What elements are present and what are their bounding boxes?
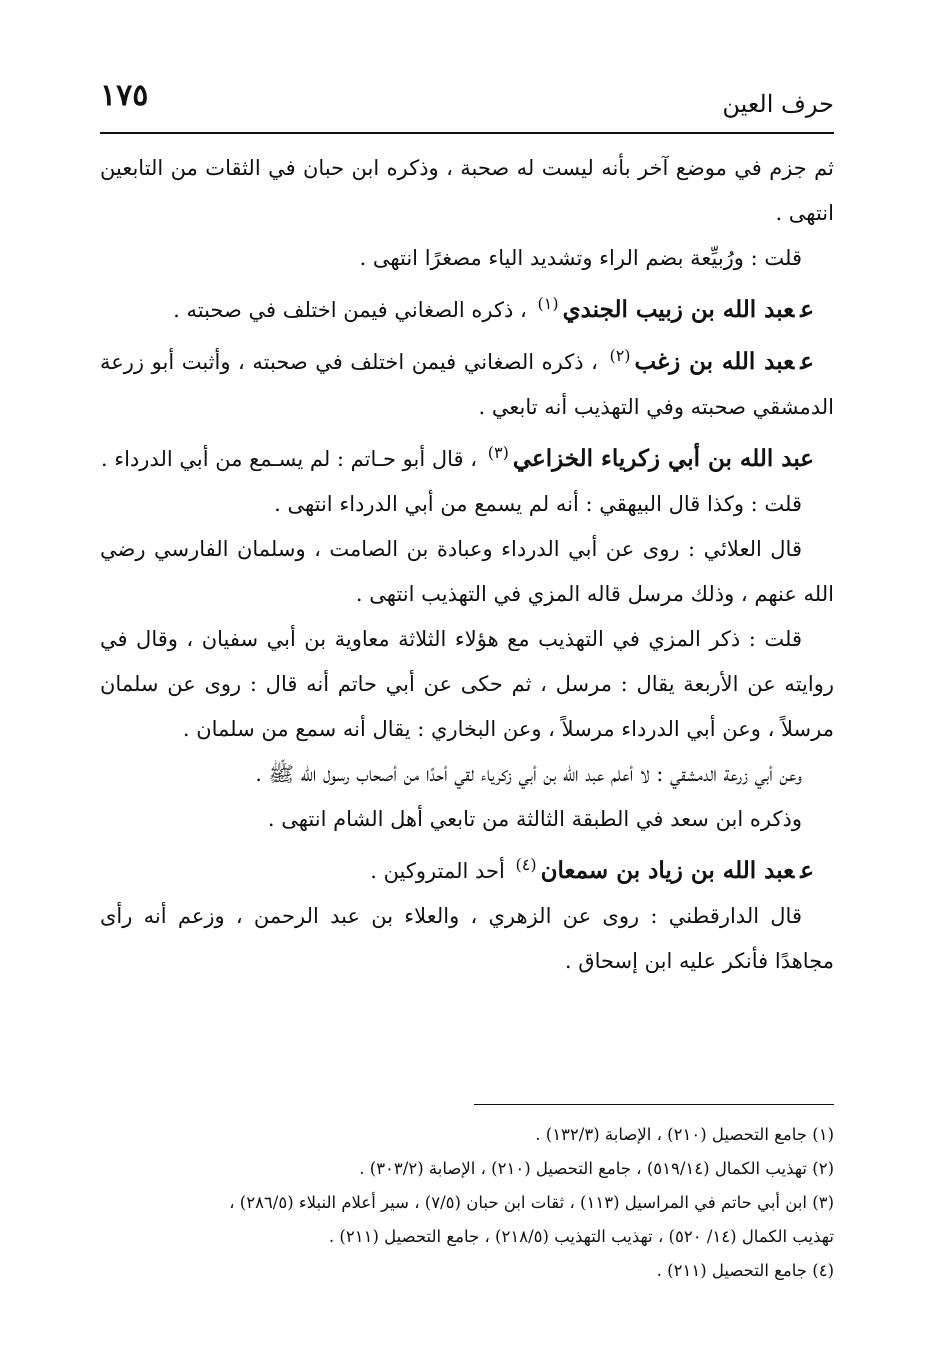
paragraph-4: قال العلائي : روى عن أبي الدرداء وعبادة بن الصامت ، وسلمان الفارسي رضي الله عنهم ، وذلك مرسل قاله المزي في التهذيب انتهى .: [100, 537, 834, 606]
entry-1: [100, 281, 834, 333]
main-text: [100, 146, 834, 984]
paragraph-5: قلت : ذكر المزي في التهذيب مع هؤلاء الثلاثة معاوية بن أبي سفيان ، وقال في روايته عن الأربعة يقال : مرسل ، ثم حكى عن أبي حاتم أنه قال : روى عن سلمان مرسلاً ، وعن أبي الدرداء مرسلاً ، وعن البخاري : يقال أنه سمع من سلمان .: [100, 627, 834, 741]
entry-2-name: عبد الله بن زغب: [634, 348, 795, 375]
footnote-2: (٢) تهذيب الكمال (٥١٩/١٤) ، جامع التحصيل (٢١٠) ، الإصابة (٣٠٣/٢) .: [359, 1159, 834, 1178]
entry-3: [100, 430, 834, 482]
entry-4-text: أحد المتروكين .: [370, 859, 505, 883]
footnotes: [100, 1118, 834, 1288]
entry-4-marker: ع: [800, 857, 814, 884]
page-number: ١٧٥: [100, 78, 149, 113]
entry-3-name: عبد الله بن أبي زكرياء الخزاعي: [512, 445, 814, 472]
paragraph-2: قلت : ورُبيِّعة بضم الراء وتشديد الياء مصغرًا انتهى .: [359, 246, 802, 270]
footnote-3: (٣) ابن أبي حاتم في المراسيل (١١٣) ، ثقات ابن حبان (٧/٥) ، سير أعلام النبلاء (٢٨٦/٥) ،: [229, 1193, 834, 1212]
entry-4-name: عبد الله بن زياد بن سمعان: [540, 857, 795, 884]
entry-2-marker: ع: [800, 348, 815, 375]
footnote-4: (٤) جامع التحصيل (٢١١) .: [656, 1261, 834, 1280]
paragraph-1: ثم جزم في موضع آخر بأنه ليست له صحبة ، وذكره ابن حبان في الثقات من التابعين انتهى .: [100, 156, 834, 225]
paragraph-3: قلت : وكذا قال البيهقي : أنه لم يسمع من أبي الدرداء انتهى .: [274, 492, 802, 516]
entry-3-text: ، قال أبو حـاتم : لم يسـمع من أبي الدرداء .: [100, 447, 478, 471]
footnote-3-continued: تهذيب الكمال (١٤/ ٥٢٠) ، تهذيب التهذيب (٢١٨/٥) ، جامع التحصيل (٢١١) .: [328, 1227, 834, 1246]
entry-1-marker: ع: [800, 296, 814, 323]
entry-2-text: ، ذكره الصغاني فيمن اختلف في صحبته ، وأثبت أبو زرعة الدمشقي صحبته وفي التهذيب أنه تابعي .: [100, 350, 834, 419]
entry-1-text: ، ذكره الصغاني فيمن اختلف في صحبته .: [173, 298, 527, 322]
paragraph-7: وذكره ابن سعد في الطبقة الثالثة من تابعي أهل الشام انتهى .: [267, 807, 802, 831]
header-rule: [100, 132, 834, 134]
paragraph-6: وعن أبي زرعة الدمشقي : لا أعلم عبد الله بن أبي زكرياء لقي أحدًا من أصحاب رسول الله ﷺ .: [255, 762, 802, 786]
running-title: حرف العين: [722, 90, 834, 118]
entry-4: [100, 842, 834, 894]
entry-1-name: عبد الله بن زبيب الجندي: [562, 296, 795, 323]
entry-3-footnote-ref: (٣): [487, 443, 509, 462]
entry-1-footnote-ref: (١): [537, 294, 559, 313]
entry-2: [100, 333, 834, 430]
entry-2-footnote-ref: (٢): [609, 346, 631, 365]
entry-4-footnote-ref: (٤): [515, 855, 537, 874]
footnote-rule: [474, 1104, 834, 1105]
footnote-1: (١) جامع التحصيل (٢١٠) ، الإصابة (١٣٢/٣) .: [535, 1125, 834, 1144]
paragraph-8: قال الدارقطني : روى عن الزهري ، والعلاء بن عبد الرحمن ، وزعم أنه رأى مجاهدًا فأنكر عليه ابن إسحاق .: [100, 904, 834, 973]
